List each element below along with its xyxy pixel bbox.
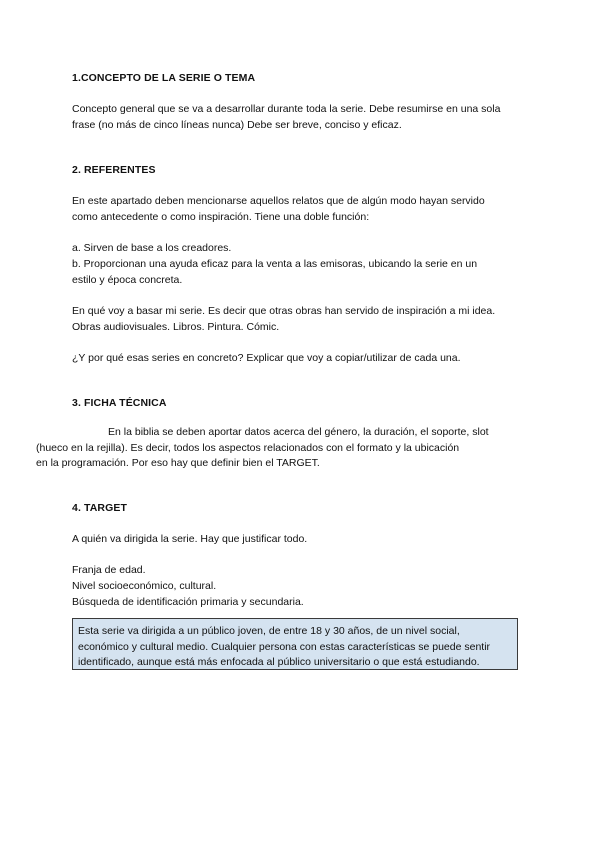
section-1-paragraph <box>72 102 532 133</box>
section-3-heading: 3. FICHA TÉCNICA <box>72 396 167 409</box>
section-3-paragraph <box>36 425 532 472</box>
section-2-paragraph-1 <box>72 194 532 225</box>
text-line: Esta serie va dirigida a un público joven, de entre 18 y 30 años, de un nivel social, <box>78 625 460 637</box>
text-line: económico y cultural medio. Cualquier persona con estas características se puede sentir <box>78 640 491 653</box>
text-line: A quién va dirigida la serie. Hay que justificar todo. <box>72 532 308 545</box>
text-line: Concepto general que se va a desarrollar durante toda la serie. Debe resumirse en una sola <box>72 103 501 115</box>
text-line: En qué voy a basar mi serie. Es decir que otras obras han servido de inspiración a mi idea. <box>72 305 496 318</box>
section-1-heading: 1.CONCEPTO DE LA SERIE O TEMA <box>72 72 256 84</box>
section-2-list <box>72 241 532 288</box>
text-line: en la programación. Por eso hay que definir bien el TARGET. <box>36 457 320 470</box>
list-item: estilo y época concreta. <box>72 273 183 286</box>
text-line: frase (no más de cinco líneas nunca) Debe ser breve, conciso y eficaz. <box>72 118 402 131</box>
section-2-heading: 2. REFERENTES <box>72 164 156 177</box>
list-item: Franja de edad. <box>72 564 146 577</box>
list-item: Nivel socioeconómico, cultural. <box>72 579 217 592</box>
text-line: En este apartado deben mencionarse aquellos relatos que de algún modo hayan servido <box>72 195 485 208</box>
section-2-paragraph-2 <box>72 304 532 335</box>
list-item: Búsqueda de identificación primaria y secundaria. <box>72 595 304 608</box>
text-line: En la biblia se deben aportar datos acerca del género, la duración, el soporte, slot <box>108 425 489 438</box>
section-2-paragraph-3 <box>72 351 532 367</box>
text-line: como antecedente o como inspiración. Tiene una doble función: <box>72 210 370 223</box>
list-item: b. Proporcionan una ayuda eficaz para la venta a las emisoras, ubicando la serie en un <box>72 257 478 270</box>
document-page <box>36 72 532 610</box>
text-line: identificado, aunque está más enfocada al público universitario o que está estudiando. <box>78 656 480 669</box>
list-item: a. Sirven de base a los creadores. <box>72 242 232 255</box>
target-description-text <box>78 624 517 671</box>
text-line: ¿Y por qué esas series en concreto? Explicar que voy a copiar/utilizar de cada una. <box>72 352 461 365</box>
target-description-box <box>72 618 518 670</box>
text-line: Obras audiovisuales. Libros. Pintura. Cómic. <box>72 320 280 333</box>
section-4-heading: 4. TARGET <box>72 501 127 514</box>
text-line: (hueco en la rejilla). Es decir, todos los aspectos relacionados con el formato y la ubicación <box>36 441 460 454</box>
section-4-paragraph-1 <box>72 532 532 548</box>
section-4-list <box>72 563 532 610</box>
